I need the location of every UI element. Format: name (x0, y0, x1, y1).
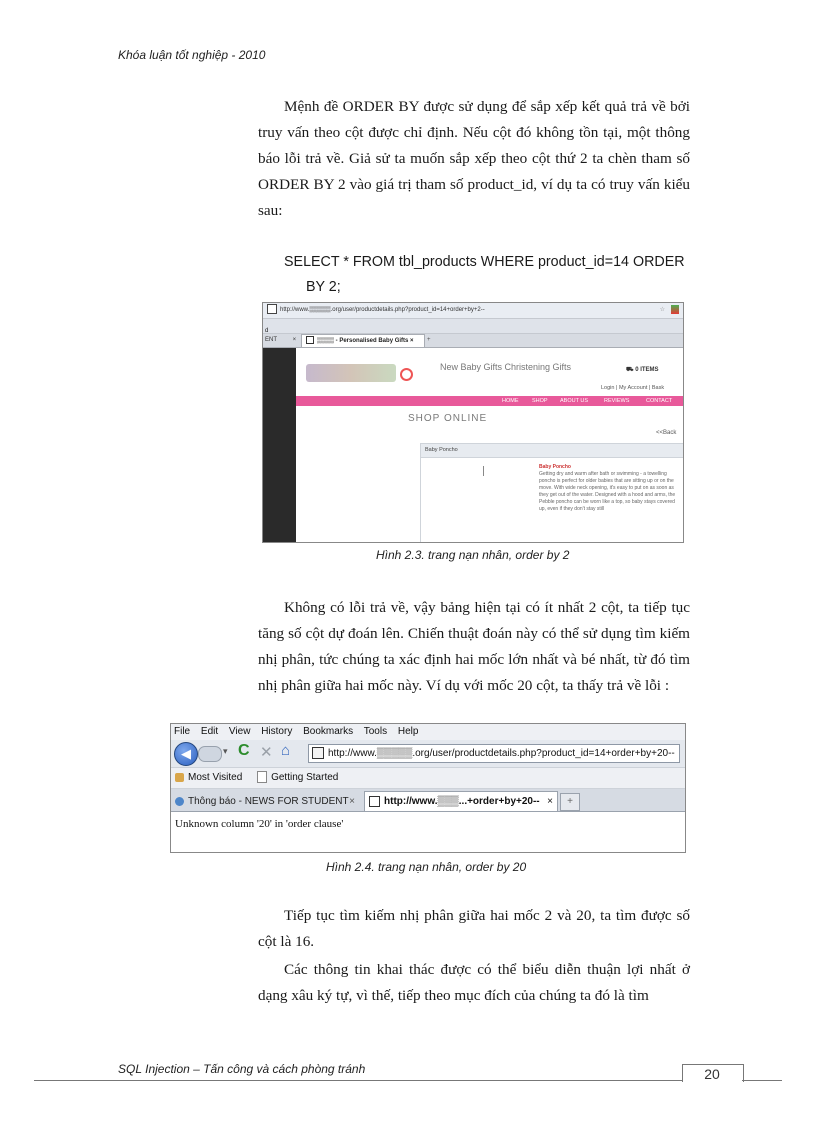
sql-line-1: SELECT * FROM tbl_products WHERE product_id=14 ORDER (284, 254, 685, 270)
figure-screenshot-order-by-2 (262, 302, 684, 543)
close-icon: × (349, 796, 355, 807)
google-icon (671, 305, 679, 314)
tab-active: http://www.▒▒▒...+order+by+20-- × (364, 791, 558, 811)
running-header: Khóa luận tốt nghiệp - 2010 (118, 48, 266, 62)
menu-home: HOME (502, 398, 519, 404)
star-icon: ☆ (659, 307, 665, 313)
navigation-toolbar (171, 740, 685, 768)
figure-caption-2: Hình 2.4. trang nạn nhân, order by 20 (326, 860, 527, 874)
menu-bookmarks: Bookmarks (303, 726, 354, 737)
page-number: 20 (704, 1066, 720, 1082)
bookmark-most-visited: Most Visited (175, 772, 242, 783)
bookmark-getting-started: Getting Started (257, 772, 338, 783)
product-name: Baby Poncho (539, 464, 571, 470)
new-tab-icon: + (427, 337, 431, 343)
menu-shop: SHOP (532, 398, 548, 404)
running-footer: SQL Injection – Tấn công và cách phòng tránh (118, 1062, 366, 1076)
product-panel (420, 443, 684, 543)
logo-ring (400, 368, 413, 381)
paragraph-result: Tiếp tục tìm kiếm nhị phân giữa hai mốc 2 và 20, ta tìm được số cột là 16. (258, 907, 690, 950)
tab-strip (263, 334, 683, 348)
browser-menu-bar (171, 724, 685, 740)
stop-icon: ✕ (260, 744, 273, 761)
page-icon (312, 747, 324, 759)
reload-icon: C (238, 742, 250, 759)
product-desc: Getting dry and warm after bath or swimming - a towelling poncho is perfect for older babies that are sitting up or on the move. With wide neck opening, it's easy to put on as soon as they get out of the water. Designed with a hood and arms, the Pebble poncho can be worn like a top, so baby stays covered up, even if they don't stay still (539, 471, 676, 512)
address-bar (263, 303, 683, 319)
page-icon (267, 304, 277, 314)
menu-tools: Tools (363, 726, 388, 737)
figure-screenshot-order-by-20 (170, 723, 686, 853)
sql-example (284, 250, 694, 300)
home-icon: ⌂ (281, 742, 291, 759)
close-icon: × (547, 796, 553, 807)
back-arrow-icon: ◀ (174, 742, 198, 766)
tab-partial: ENT × (265, 337, 297, 343)
menu-view: View (228, 726, 251, 737)
toolbar-strip: d (263, 319, 683, 334)
chevron-down-icon: ▾ (223, 746, 228, 756)
tab-active: ▒▒▒▒ - Personalised Baby Gifts × (301, 334, 425, 347)
menu-file: File (174, 726, 191, 737)
menu-about: ABOUT US (560, 398, 589, 404)
address-url: http://www.▒▒▒▒▒.org/user/productdetails.php?product_id=14+order+by+2-- (280, 307, 485, 313)
paragraph-order-by: Mệnh đề ORDER BY được sử dụng để sắp xếp kết quả trả về bởi truy vấn theo cột được chỉ định. Nếu cột đó không tồn tại, một thông báo lỗi trả về. Giả sử ta muốn sắp xếp theo cột thứ 2 ta chèn tham số ORDER BY 2 vào giá trị tham số product_id, ví dụ ta có truy vấn kiểu sau: (258, 98, 690, 219)
new-tab-icon: + (560, 793, 580, 811)
page-icon (369, 796, 380, 807)
tab-strip (171, 789, 685, 812)
error-message: Unknown column '20' in 'order clause' (175, 818, 344, 830)
site-page (296, 348, 683, 542)
footer-rule (34, 1080, 682, 1081)
menu-help: Help (397, 726, 419, 737)
dark-sidebar (263, 348, 296, 542)
paragraph-string-data: Các thông tin khai thác được có thể biểu diễn thuận lợi nhất ở dạng xâu ký tự, vì thế, tiếp theo mục đích của chúng ta đó là tìm (258, 961, 690, 1004)
shop-title: SHOP ONLINE (408, 413, 488, 424)
blurred-logo (306, 364, 396, 382)
back-link: <<Back (656, 430, 677, 436)
menu-contact: CONTACT (646, 398, 673, 404)
site-nav-links: New Baby Gifts Christening Gifts (440, 362, 572, 372)
bookmarks-toolbar (171, 768, 685, 789)
figure-caption-1: Hình 2.3. trang nạn nhân, order by 2 (376, 548, 570, 562)
text-cursor (483, 466, 484, 476)
url-text: http://www.▒▒▒▒▒.org/user/productdetails.php?product_id=14+order+by+20-- (328, 748, 675, 759)
sql-line-2: BY 2; (306, 279, 341, 295)
login-row: Login | My Account | Bask (601, 385, 665, 391)
product-text (539, 464, 679, 513)
footer-rule-right (742, 1080, 782, 1081)
paragraph-binary-search: Không có lỗi trả về, vậy bảng hiện tại có ít nhất 2 cột, ta tiếp tục tăng số cột dự đoán lên. Chiến thuật đoán này có thể sử dụng tìm kiếm nhị phân, tức chúng ta xác định hai mốc lớn nhất và bé nhất, từ đó tìm nhị phân giữa hai mốc này. Ví dụ với mốc 20 cột, ta thấy trả về lỗi : (258, 599, 690, 694)
tab-news: Thông báo - NEWS FOR STUDENT × (175, 793, 361, 810)
site-content (263, 348, 683, 542)
panel-title: Baby Poncho (421, 444, 684, 458)
cart-count: ⛟ 0 ITEMS (626, 367, 659, 373)
page-icon (257, 771, 267, 783)
globe-icon (175, 797, 184, 806)
site-menu-bar (296, 396, 683, 406)
menu-history: History (261, 726, 293, 737)
menu-reviews: REVIEWS (604, 398, 630, 404)
menu-edit: Edit (200, 726, 219, 737)
url-field (308, 744, 680, 763)
most-visited-icon (175, 773, 184, 782)
forward-arrow-icon (198, 746, 222, 762)
